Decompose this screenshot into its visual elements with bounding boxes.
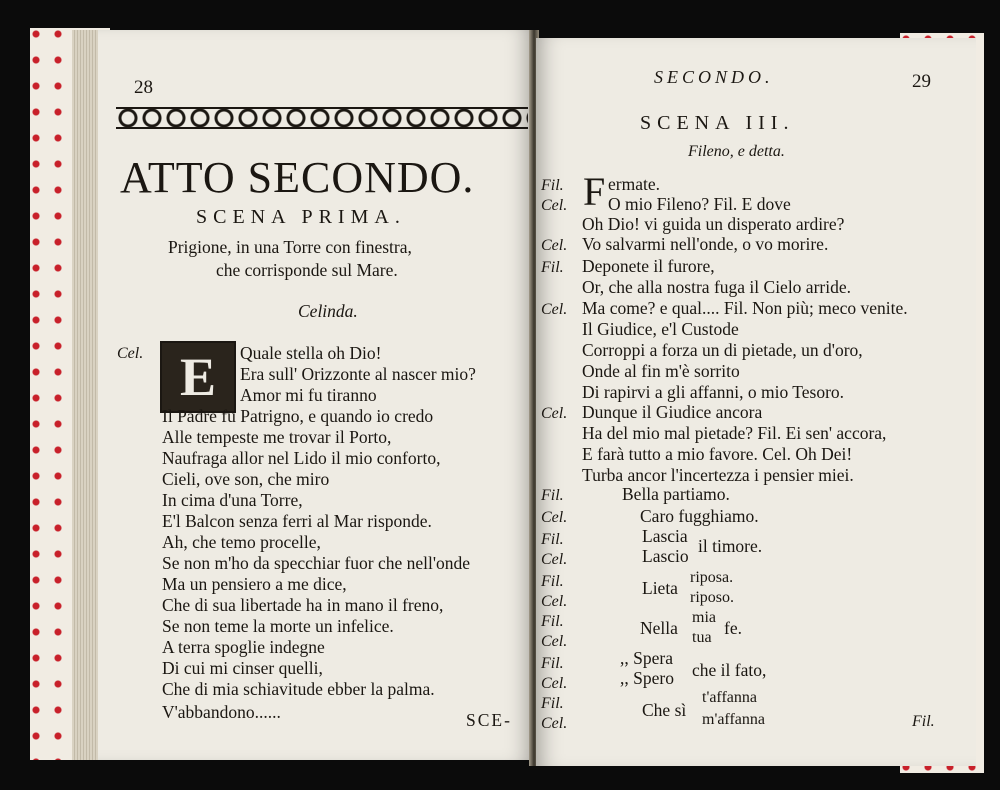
dialogue-line: Ma come? e qual.... Fil. Non più; meco venite. [582,298,908,318]
speaker-label: Cel. [541,715,568,732]
speaker-label: Cel. [541,405,568,422]
speaker-label: Fil. [541,655,564,672]
verse-line: Se non m'ho da specchiar fuor che nell'onde [162,553,471,573]
dialogue-line: ermate. [608,174,660,194]
duet-line: Lascia [642,526,688,546]
setting-line-2: che corrisponde sul Mare. [216,260,398,280]
dialogue-line: O mio Fileno? Fil. E dove [608,194,791,214]
verse-line: Se non teme la morte un infelice. [162,616,394,636]
speaker-label: Cel. [541,301,568,318]
initial-f: F [583,169,606,214]
speaker-label: Cel. [541,633,568,650]
duet-variant: tua [692,629,712,646]
speaker-label: Cel. [541,593,568,610]
dialogue-line: Vo salvarmi nell'onde, o vo morire. [582,234,829,254]
verse-line: Che di sua libertade ha in mano il freno, [162,595,444,615]
scene-characters: Fileno, e detta. [688,143,785,160]
verse-line: Ma un pensiero a me dice, [162,574,347,594]
speaker-label: Fil. [541,177,564,194]
duet-variant: m'affanna [702,711,765,728]
headpiece-ornament [116,99,528,137]
verse-line: Naufraga allor nel Lido il mio conforto, [162,448,441,468]
speaker-label: Fil. [541,531,564,548]
left-page-number: 28 [134,77,153,98]
duet-variant: riposo. [690,589,734,606]
duet-line: Che sì [642,700,687,720]
setting-line-1: Prigione, in una Torre con finestra, [168,237,412,257]
verse-line: Amor mi fu tiranno [240,385,377,405]
dialogue-line: Il Giudice, e'l Custode [582,319,739,339]
duet-line: Caro fugghiamo. [640,506,759,526]
speaker-label: Fil. [541,613,564,630]
duet-shared: che il fato, [692,660,767,680]
dialogue-line: Dunque il Giudice ancora [582,402,763,422]
verse-line: V'abbandono...... [162,702,281,722]
speaker-label: Cel. [541,237,568,254]
duet-shared: il timore. [698,536,763,556]
dialogue-line: Deponete il furore, [582,256,715,276]
dialogue-line: Onde al fin m'è sorrito [582,361,740,381]
page-stack-edge [72,30,98,760]
speaker-label: Cel. [541,197,568,214]
duet-line: Bella partiamo. [622,484,730,504]
scene-title-right: SCENA III. [640,112,795,134]
duet-line: Lieta [642,578,678,598]
speaker-label: Cel. [541,509,568,526]
duet-line: ,, Spera [620,648,673,668]
speaker-label: Fil. [541,573,564,590]
catchword-right: Fil. [912,713,935,730]
dialogue-line: Di rapirvi a gli affanni, o mio Tesoro. [582,382,845,402]
verse-line: Ah, che temo procelle, [162,532,321,552]
dialogue-line: Or, che alla nostra fuga il Cielo arride. [582,277,851,297]
verse-line: E'l Balcon senza ferri al Mar risponde. [162,511,432,531]
speaker-label: Cel. [541,551,568,568]
running-head: SECONDO. [654,67,774,87]
duet-variant: riposa. [690,569,734,586]
verse-line: Il Padre fu Patrigno, e quando io credo [162,406,434,426]
duet-line: Nella [640,618,678,638]
verse-line: Che di mia schiavitude ebber la palma. [162,679,435,699]
right-page-number: 29 [912,71,931,92]
speaker-label: Cel. [541,675,568,692]
dialogue-line: Turba ancor l'incertezza i pensier miei. [582,465,854,485]
verse-line: Di cui mi cinser quelli, [162,658,323,678]
verse-line: Quale stella oh Dio! [240,343,382,363]
speaker-label: Fil. [541,259,564,276]
dialogue-line: E farà tutto a mio favore. Cel. Oh Dei! [582,444,853,464]
speaker-label: Cel. [117,345,144,362]
catchword-left: SCE- [466,710,512,730]
duet-variant: t'affanna [702,689,757,706]
verse-line: Cieli, ove son, che miro [162,469,330,489]
dialogue-line: Corroppi a forza un di pietade, un d'oro, [582,340,863,360]
verse-line: Era sull' Orizzonte al nascer mio? [240,364,476,384]
duet-line: ,, Spero [620,668,674,688]
duet-shared: fe. [724,618,742,638]
decorated-initial: E [160,341,236,413]
verse-line: Alle tempeste me trovar il Porto, [162,427,392,447]
speaker-label: Fil. [541,695,564,712]
character-name: Celinda. [298,301,358,321]
verse-line: In cima d'una Torre, [162,490,303,510]
dialogue-line: Oh Dio! vi guida un disperato ardire? [582,214,845,234]
duet-line: Lascio [642,546,689,566]
verse-line: A terra spoglie indegne [162,637,325,657]
dialogue-line: Ha del mio mal pietade? Fil. Ei sen' accora, [582,423,887,443]
act-title: ATTO SECONDO. [120,153,475,202]
speaker-label: Fil. [541,487,564,504]
duet-variant: mia [692,609,716,626]
scene-title-left: SCENA PRIMA. [196,206,406,228]
